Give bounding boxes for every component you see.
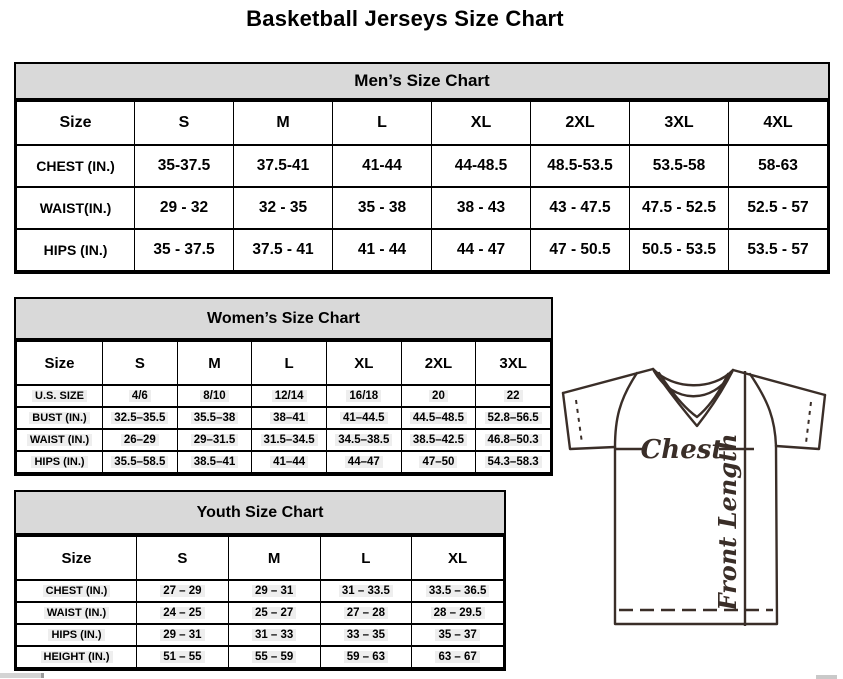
size-cell bbox=[476, 429, 551, 451]
cell-text: 38.5–41 bbox=[191, 456, 239, 468]
page-title: Basketball Jerseys Size Chart bbox=[246, 6, 564, 31]
size-cell bbox=[103, 385, 178, 407]
cell-text: Size bbox=[59, 114, 92, 131]
cell-text: 52.5 - 57 bbox=[747, 199, 809, 216]
table-row bbox=[17, 451, 551, 473]
table-row bbox=[17, 187, 828, 229]
cell-text: S bbox=[178, 114, 190, 131]
size-cell bbox=[401, 451, 476, 473]
row-label bbox=[17, 229, 135, 271]
size-cell bbox=[103, 451, 178, 473]
row-label bbox=[17, 646, 137, 668]
cell-text: 27 – 29 bbox=[160, 585, 204, 597]
cell-text: XL bbox=[448, 549, 468, 567]
cell-text: 33 – 35 bbox=[344, 629, 388, 641]
row-label bbox=[17, 602, 137, 624]
table-row bbox=[17, 602, 504, 624]
cell-text: 28 – 29.5 bbox=[431, 607, 485, 619]
horizontal-scrollbar-fragment[interactable] bbox=[816, 675, 837, 679]
cell-text: 38–41 bbox=[270, 412, 308, 424]
right-cuff-dashed-line bbox=[806, 402, 811, 443]
cell-text: CHEST (IN.) bbox=[36, 158, 115, 174]
cell-text: WAIST (IN.) bbox=[44, 607, 109, 619]
row-label bbox=[17, 624, 137, 646]
cell-text: HIPS (IN.) bbox=[31, 456, 87, 468]
column-header bbox=[135, 101, 234, 145]
table-row bbox=[17, 624, 504, 646]
cell-text: 33.5 – 36.5 bbox=[426, 585, 490, 597]
size-cell bbox=[432, 145, 531, 187]
cell-text: 3XL bbox=[664, 114, 694, 131]
cell-text: 35-37.5 bbox=[157, 157, 211, 174]
cell-text: 37.5-41 bbox=[256, 157, 310, 174]
cell-text: U.S. SIZE bbox=[32, 390, 87, 402]
cell-text: 22 bbox=[504, 390, 523, 402]
size-cell bbox=[137, 580, 229, 602]
size-cell bbox=[137, 624, 229, 646]
size-cell bbox=[729, 145, 828, 187]
right-armhole-seam bbox=[750, 374, 776, 446]
cell-text: 24 – 25 bbox=[160, 607, 204, 619]
cell-text: 53.5-58 bbox=[652, 157, 706, 174]
column-header bbox=[729, 101, 828, 145]
size-cell bbox=[135, 229, 234, 271]
size-cell bbox=[320, 580, 412, 602]
cell-text: 58-63 bbox=[758, 157, 798, 174]
size-cell bbox=[234, 229, 333, 271]
cell-text: 20 bbox=[429, 390, 448, 402]
size-cell bbox=[630, 187, 729, 229]
size-cell bbox=[476, 451, 551, 473]
horizontal-scrollbar-thumb[interactable] bbox=[0, 673, 44, 678]
cell-text: HIPS (IN.) bbox=[43, 242, 108, 258]
column-header bbox=[531, 101, 630, 145]
cell-text: HIPS (IN.) bbox=[48, 629, 104, 641]
cell-text: S bbox=[134, 354, 145, 372]
cell-text: 29 – 31 bbox=[160, 629, 204, 641]
size-cell bbox=[729, 187, 828, 229]
cell-text: 37.5 - 41 bbox=[252, 241, 314, 258]
size-cell bbox=[137, 602, 229, 624]
size-cell bbox=[228, 602, 320, 624]
size-cell bbox=[135, 145, 234, 187]
cell-text: 41-44 bbox=[362, 157, 402, 174]
cell-text: 2XL bbox=[424, 354, 453, 372]
cell-text: HEIGHT (IN.) bbox=[41, 651, 113, 663]
cell-text: 63 – 67 bbox=[435, 651, 479, 663]
row-label bbox=[17, 407, 103, 429]
size-cell bbox=[333, 229, 432, 271]
cell-text: 16/18 bbox=[346, 390, 381, 402]
cell-text: 47.5 - 52.5 bbox=[641, 199, 717, 216]
size-cell bbox=[326, 385, 401, 407]
cell-text: 34.5–38.5 bbox=[335, 434, 392, 446]
column-header bbox=[17, 536, 137, 580]
size-cell bbox=[326, 429, 401, 451]
left-sleeve bbox=[563, 393, 615, 449]
size-cell bbox=[333, 187, 432, 229]
cell-text: 43 - 47.5 bbox=[549, 199, 611, 216]
cell-text: 29 – 31 bbox=[252, 585, 296, 597]
cell-text: 2XL bbox=[565, 114, 595, 131]
column-header bbox=[103, 341, 178, 385]
row-label bbox=[17, 145, 135, 187]
column-header bbox=[476, 341, 551, 385]
youth-size-chart-table bbox=[14, 490, 506, 671]
column-header bbox=[432, 101, 531, 145]
cell-text: 46.8–50.3 bbox=[485, 434, 542, 446]
table-row bbox=[17, 407, 551, 429]
size-cell bbox=[401, 385, 476, 407]
cell-text: 50.5 - 53.5 bbox=[641, 241, 717, 258]
cell-text: M bbox=[208, 354, 221, 372]
cell-text: 31 – 33.5 bbox=[339, 585, 393, 597]
cell-text: 54.3–58.3 bbox=[485, 456, 542, 468]
size-cell bbox=[531, 229, 630, 271]
column-header bbox=[412, 536, 504, 580]
cell-text: 53.5 - 57 bbox=[747, 241, 809, 258]
cell-text: S bbox=[177, 549, 188, 567]
cell-text: XL bbox=[470, 114, 492, 131]
left-shoulder-line bbox=[563, 369, 653, 393]
column-header bbox=[137, 536, 229, 580]
size-cell bbox=[476, 385, 551, 407]
left-cuff-dashed-line bbox=[576, 400, 582, 443]
size-cell bbox=[333, 145, 432, 187]
size-cell bbox=[135, 187, 234, 229]
column-header bbox=[17, 101, 135, 145]
size-cell bbox=[476, 407, 551, 429]
womens-size-chart-title: Women’s Size Chart bbox=[16, 299, 551, 340]
size-cell bbox=[228, 624, 320, 646]
jersey-body bbox=[615, 446, 777, 624]
cell-text: 41–44 bbox=[270, 456, 308, 468]
row-label bbox=[17, 451, 103, 473]
cell-text: BUST (IN.) bbox=[29, 412, 89, 424]
size-cell bbox=[412, 624, 504, 646]
row-label bbox=[17, 580, 137, 602]
column-header bbox=[333, 101, 432, 145]
table-row bbox=[17, 229, 828, 271]
cell-text: 31 – 33 bbox=[252, 629, 296, 641]
size-cell bbox=[412, 580, 504, 602]
column-header bbox=[320, 536, 412, 580]
row-label bbox=[17, 187, 135, 229]
row-label bbox=[17, 385, 103, 407]
header-row bbox=[17, 341, 551, 385]
cell-text: WAIST(IN.) bbox=[39, 200, 112, 216]
cell-text: 31.5–34.5 bbox=[261, 434, 318, 446]
cell-text: Size bbox=[44, 354, 75, 372]
cell-text: 35 - 37.5 bbox=[153, 241, 215, 258]
cell-text: 44 - 47 bbox=[456, 241, 506, 258]
table-row bbox=[17, 646, 504, 668]
right-shoulder-line bbox=[733, 370, 825, 395]
cell-text: 26–29 bbox=[121, 434, 159, 446]
column-header bbox=[177, 341, 252, 385]
cell-text: 35.5–38 bbox=[191, 412, 239, 424]
cell-text: 41 - 44 bbox=[357, 241, 407, 258]
cell-text: 59 – 63 bbox=[344, 651, 388, 663]
size-cell bbox=[326, 407, 401, 429]
cell-text: 51 – 55 bbox=[160, 651, 204, 663]
size-cell bbox=[177, 407, 252, 429]
cell-text: 48.5-53.5 bbox=[547, 157, 613, 174]
size-cell bbox=[228, 580, 320, 602]
left-armhole-seam bbox=[615, 373, 637, 447]
right-sleeve bbox=[776, 395, 825, 449]
cell-text: 38 - 43 bbox=[456, 199, 506, 216]
size-cell bbox=[432, 187, 531, 229]
size-cell bbox=[103, 407, 178, 429]
size-cell bbox=[729, 229, 828, 271]
column-header bbox=[234, 101, 333, 145]
column-header bbox=[17, 341, 103, 385]
size-cell bbox=[252, 451, 327, 473]
cell-text: 35.5–58.5 bbox=[111, 456, 168, 468]
cell-text: 41–44.5 bbox=[340, 412, 388, 424]
chest-label: Chest bbox=[640, 435, 724, 465]
cell-text: M bbox=[267, 549, 281, 567]
size-cell bbox=[412, 646, 504, 668]
cell-text: M bbox=[276, 114, 290, 131]
cell-text: 47 - 50.5 bbox=[549, 241, 611, 258]
cell-text: 29 - 32 bbox=[159, 199, 209, 216]
jersey-outline bbox=[563, 369, 825, 624]
mens-size-chart-title: Men’s Size Chart bbox=[16, 64, 828, 100]
header-row bbox=[17, 536, 504, 580]
cell-text: L bbox=[284, 354, 294, 372]
cell-text: 35 - 38 bbox=[357, 199, 407, 216]
size-cell bbox=[177, 385, 252, 407]
cell-text: 32.5–35.5 bbox=[111, 412, 168, 424]
size-cell bbox=[412, 602, 504, 624]
womens-size-chart-table bbox=[14, 297, 553, 476]
table-row bbox=[17, 429, 551, 451]
cell-text: 44-48.5 bbox=[454, 157, 508, 174]
size-cell bbox=[320, 602, 412, 624]
size-cell bbox=[103, 429, 178, 451]
cell-text: 52.8–56.5 bbox=[485, 412, 542, 424]
cell-text: WAIST (IN.) bbox=[27, 434, 92, 446]
jersey-measurement-diagram bbox=[553, 362, 835, 632]
cell-text: 8/10 bbox=[200, 390, 228, 402]
size-cell bbox=[320, 624, 412, 646]
cell-text: 27 – 28 bbox=[344, 607, 388, 619]
column-header bbox=[401, 341, 476, 385]
cell-text: CHEST (IN.) bbox=[43, 585, 111, 597]
size-cell bbox=[177, 429, 252, 451]
cell-text: 44.5–48.5 bbox=[410, 412, 467, 424]
size-cell bbox=[234, 187, 333, 229]
cell-text: 55 – 59 bbox=[252, 651, 296, 663]
size-cell bbox=[320, 646, 412, 668]
size-cell bbox=[326, 451, 401, 473]
table-row bbox=[17, 385, 551, 407]
cell-text: 4/6 bbox=[129, 390, 151, 402]
cell-text: 35 – 37 bbox=[435, 629, 479, 641]
column-header bbox=[630, 101, 729, 145]
cell-text: 44–47 bbox=[345, 456, 383, 468]
size-cell bbox=[531, 187, 630, 229]
cell-text: XL bbox=[354, 354, 374, 372]
cell-text: 29–31.5 bbox=[191, 434, 239, 446]
size-cell bbox=[234, 145, 333, 187]
cell-text: 4XL bbox=[763, 114, 793, 131]
size-cell bbox=[252, 385, 327, 407]
cell-text: L bbox=[361, 549, 371, 567]
size-cell bbox=[252, 429, 327, 451]
size-cell bbox=[137, 646, 229, 668]
front-length-label: Front Length bbox=[713, 433, 742, 611]
header-row bbox=[17, 101, 828, 145]
size-cell bbox=[228, 646, 320, 668]
size-cell bbox=[630, 229, 729, 271]
size-cell bbox=[401, 407, 476, 429]
cell-text: 12/14 bbox=[272, 390, 307, 402]
cell-text: Size bbox=[61, 549, 92, 567]
cell-text: 38.5–42.5 bbox=[410, 434, 467, 446]
column-header bbox=[252, 341, 327, 385]
table-row bbox=[17, 145, 828, 187]
mens-size-chart-table bbox=[14, 62, 830, 274]
size-cell bbox=[531, 145, 630, 187]
table-row bbox=[17, 580, 504, 602]
size-cell bbox=[177, 451, 252, 473]
row-label bbox=[17, 429, 103, 451]
cell-text: 25 – 27 bbox=[252, 607, 296, 619]
cell-text: 47–50 bbox=[419, 456, 457, 468]
cell-text: 32 - 35 bbox=[258, 199, 308, 216]
column-header bbox=[228, 536, 320, 580]
size-cell bbox=[432, 229, 531, 271]
cell-text: L bbox=[377, 114, 387, 131]
cell-text: 3XL bbox=[499, 354, 527, 372]
size-cell bbox=[630, 145, 729, 187]
size-cell bbox=[252, 407, 327, 429]
size-cell bbox=[401, 429, 476, 451]
youth-size-chart-title: Youth Size Chart bbox=[16, 492, 504, 535]
column-header bbox=[326, 341, 401, 385]
